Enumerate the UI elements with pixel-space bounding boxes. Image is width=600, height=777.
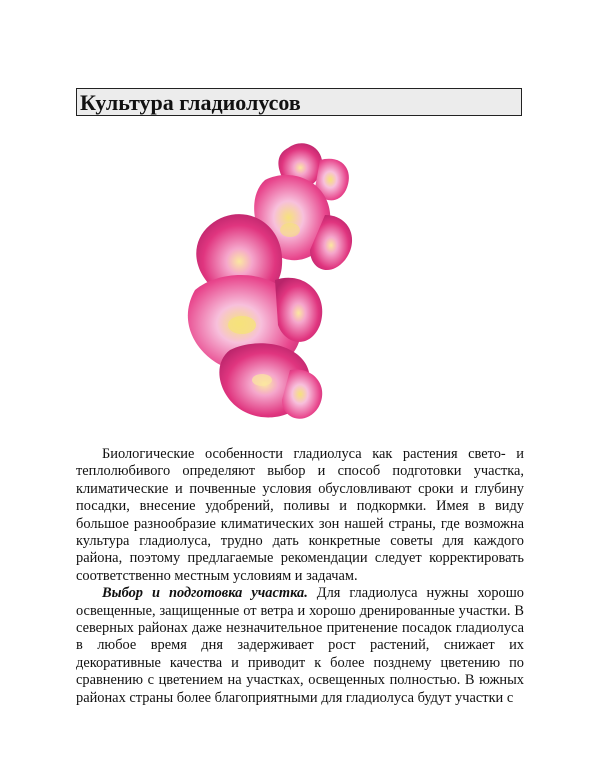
page-title-box — [76, 88, 522, 116]
paragraph-lead: Выбор и подготовка участка. — [102, 585, 308, 602]
gladiolus-flower-illustration — [170, 130, 360, 430]
paragraph-intro — [76, 446, 524, 585]
paragraph-text: Для гладиолуса нужны хорошо освещенные, защищенные от ветра и хорошо дренированные участки. В северных районах даже незначительное притенение посадок гладиолуса в любое время дня задерживает рост растений, снижает их декоративные качества и приводит к более позднему цветению по сравнению с цветением на участках, освещенных полностью. В южных районах страны более благоприятными для гладиолуса будут участки с — [76, 585, 524, 706]
article-body — [76, 446, 524, 707]
paragraph-site-selection — [76, 585, 524, 707]
paragraph-text: Биологические особенности гладиолуса как растения свето- и теплолюбивого определяют выбор и способ подготовки участка, климатические и почвенные условия обусловливают сроки и глубину посадки, внесение удобрений, поливы и подкормки. Имея в виду большое разнообразие климатических зон нашей страны, где возможна культура гладиолуса, трудно дать конкретные советы для каждого района, поэтому предлагаемые рекомендации следует корректировать соответственно местным условиям и задачам. — [76, 446, 524, 584]
page-title: Культура гладиолусов — [80, 90, 301, 115]
